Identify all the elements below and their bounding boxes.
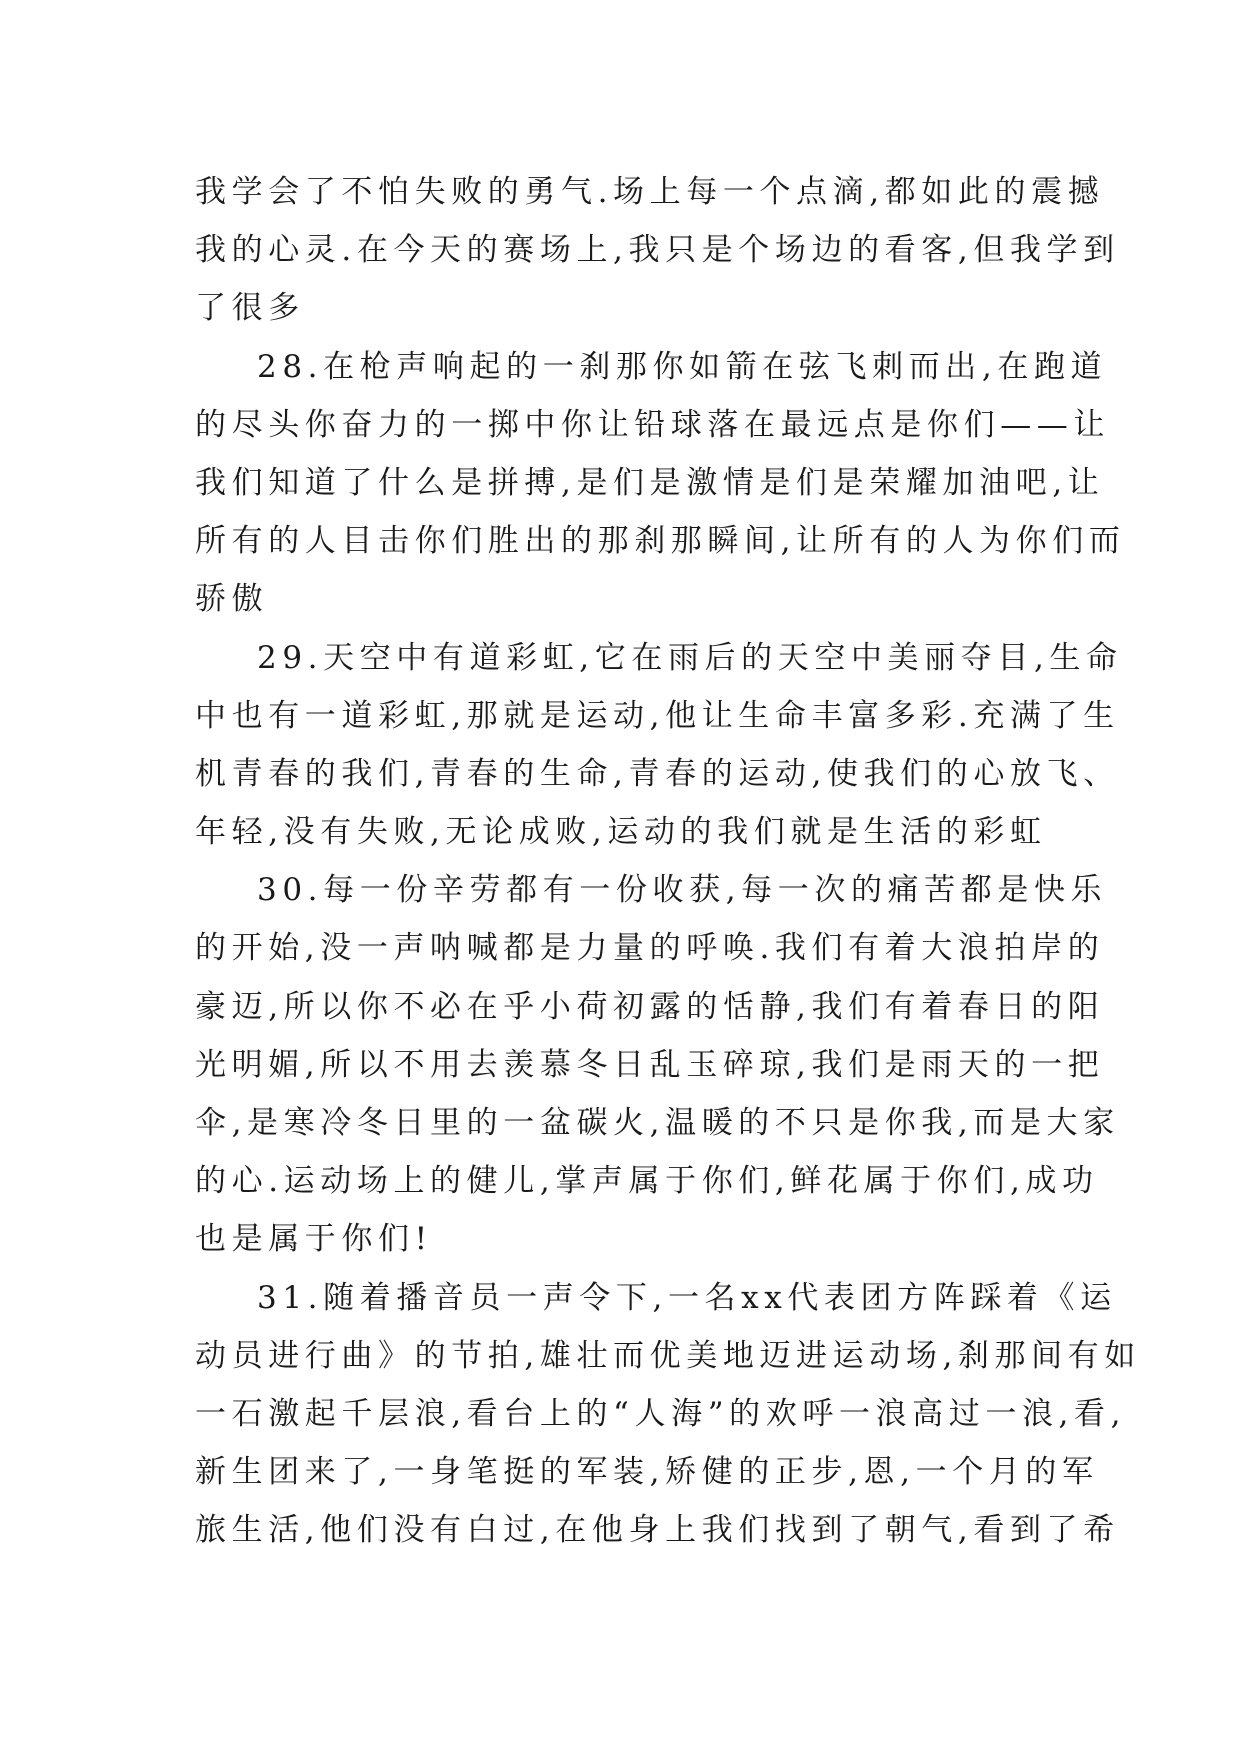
paragraph-28: [195, 338, 1126, 629]
document-body: [195, 163, 1141, 1560]
text-line: 28.在枪声响起的一刹那你如箭在弦飞刺而出,在跑道: [257, 348, 1108, 385]
text-line: 的心.运动场上的健儿,掌声属于你们,鲜花属于你们,成功: [195, 1163, 1099, 1200]
text-line: 伞,是寒冷冬日里的一盆碳火,温暖的不只是你我,而是大家: [195, 1105, 1120, 1141]
text-line: 骄傲: [195, 581, 269, 618]
text-line: 29.天空中有道彩虹,它在雨后的天空中美丽夺目,生命: [257, 639, 1123, 676]
text-line: 旅生活,他们没有白过,在他身上我们找到了朝气,看到了希: [195, 1512, 1120, 1549]
text-line: 新生团来了,一身笔挺的军装,矫健的正步,恩,一个月的军: [195, 1454, 1099, 1491]
text-line: 中也有一道彩虹,那就是运动,他让生命丰富多彩.充满了生: [195, 697, 1120, 734]
text-line: 我学会了不怕失败的勇气.场上每一个点滴,都如此的震撼: [195, 174, 1105, 210]
text-line: 的尽头你奋力的一掷中你让铅球落在最远点是你们——让: [195, 406, 1110, 443]
text-line: 动员进行曲》的节拍,雄壮而优美地迈进运动场,刹那间有如: [195, 1337, 1141, 1374]
text-line: 光明媚,所以不用去羡慕冬日乱玉碎琼,我们是雨天的一把: [195, 1046, 1105, 1083]
paragraph-continuation: [195, 163, 1120, 338]
paragraph-31: [195, 1269, 1141, 1560]
text-line: 了很多: [195, 290, 305, 327]
text-line: 30.每一份辛劳都有一份收获,每一次的痛苦都是快乐: [257, 872, 1108, 909]
paragraph-29: [195, 629, 1123, 862]
text-line: 我们知道了什么是拼搏,是们是激情是们是荣耀加油吧,让: [195, 464, 1105, 501]
text-line: 我的心灵.在今天的赛场上,我只是个场边的看客,但我学到: [195, 232, 1120, 269]
text-line: 一石激起千层浪,看台上的“人海”的欢呼一浪高过一浪,看,: [195, 1395, 1127, 1432]
text-line: 年轻,没有失败,无论成败,运动的我们就是生活的彩虹: [195, 814, 1047, 851]
text-line: 所有的人目击你们胜出的那刹那瞬间,让所有的人为你们而: [195, 523, 1126, 560]
text-line: 豪迈,所以你不必在乎小荷初露的恬静,我们有着春日的阳: [195, 988, 1105, 1025]
text-line: 的开始,没一声呐喊都是力量的呼唤.我们有着大浪拍岸的: [195, 930, 1105, 967]
text-line: 机青春的我们,青春的生命,青春的运动,使我们的心放飞、: [195, 755, 1120, 792]
text-line: 也是属于你们!: [195, 1221, 433, 1258]
paragraph-30: [195, 861, 1120, 1268]
text-line: 31.随着播音员一声令下,一名xx代表团方阵踩着《运: [257, 1279, 1117, 1316]
